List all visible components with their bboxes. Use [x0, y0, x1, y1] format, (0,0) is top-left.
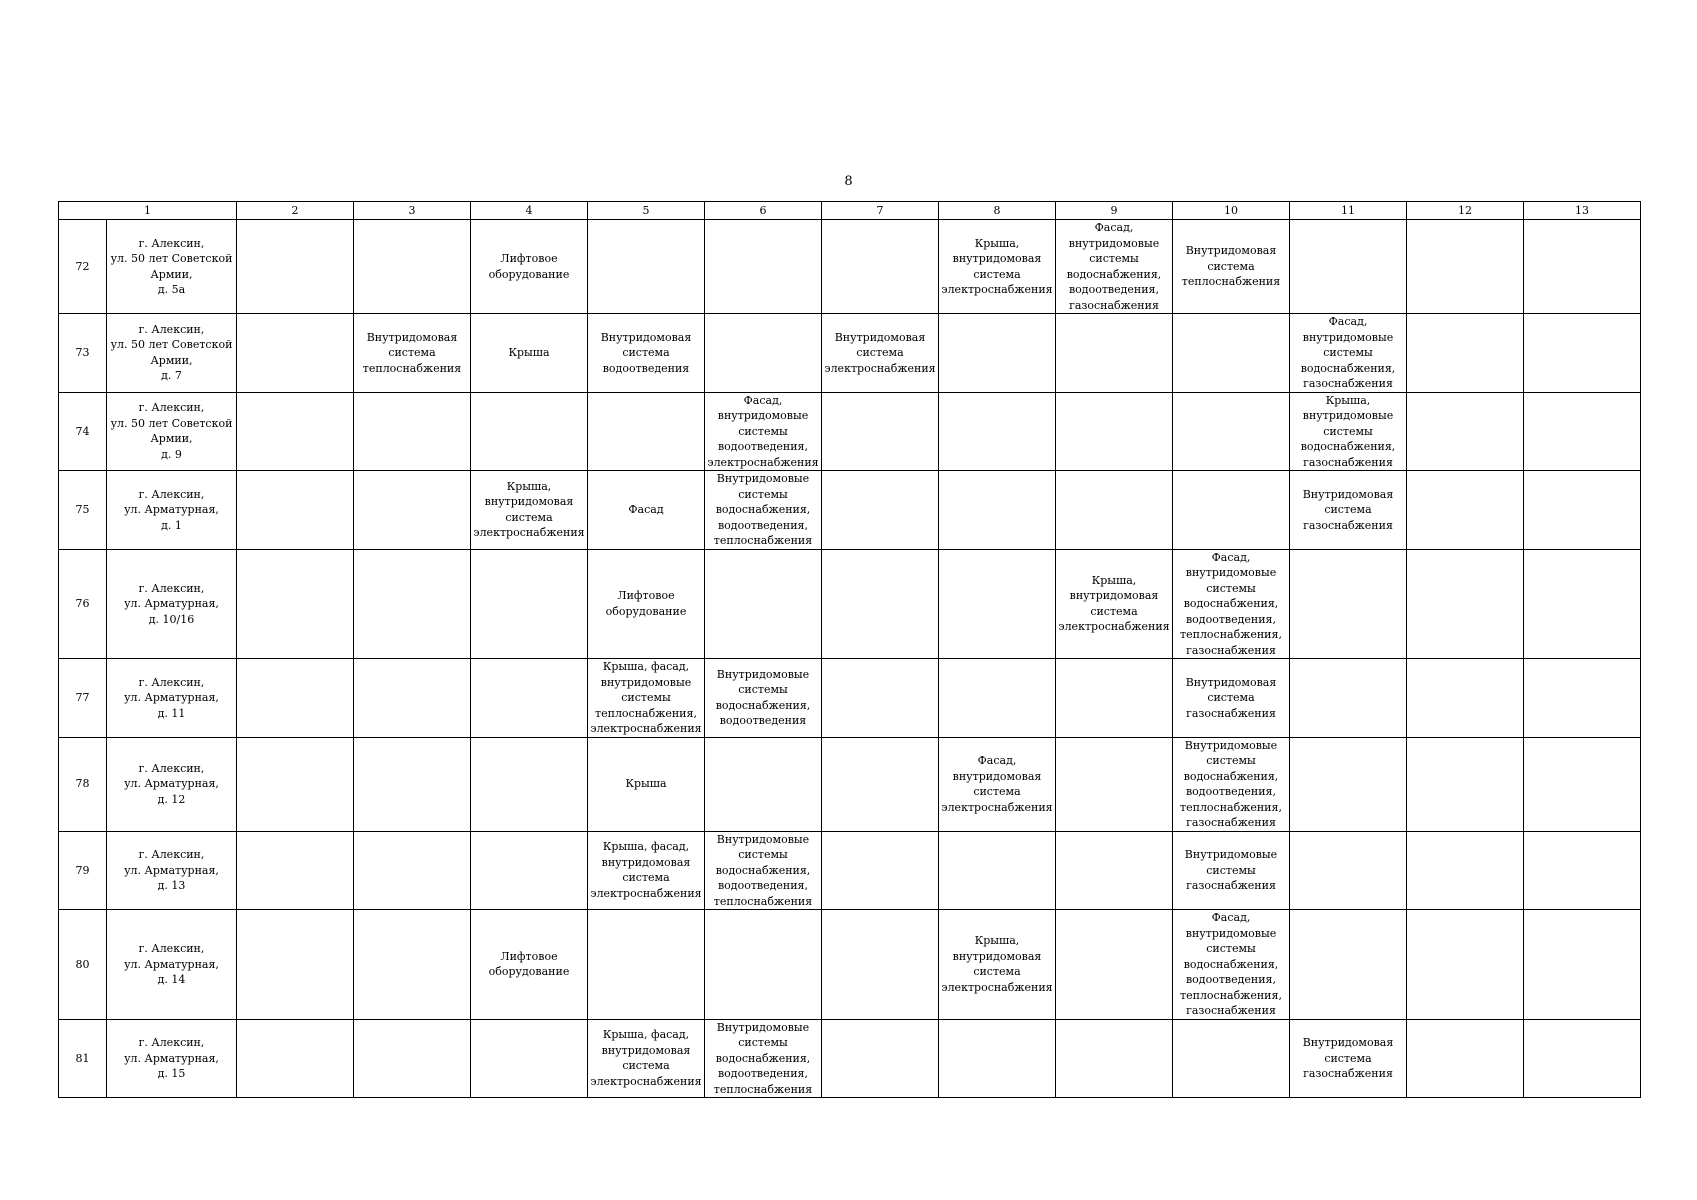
work-type-cell: Фасад, внутридомовые системы водоснабжения, водоотведения, газоснабжения: [1056, 220, 1173, 314]
work-type-cell: Фасад: [588, 471, 705, 550]
work-type-cell: Внутридомовая система газоснабжения: [1290, 1019, 1407, 1098]
address-cell: г. Алексин, ул. Арматурная, д. 12: [107, 737, 237, 831]
address-cell: г. Алексин, ул. Арматурная, д. 1: [107, 471, 237, 550]
work-type-cell: Внутридомовая система водоотведения: [588, 314, 705, 393]
work-type-cell: [1290, 659, 1407, 738]
work-type-cell: [354, 471, 471, 550]
page-number: 8: [844, 174, 853, 189]
work-type-cell: Внутридомовые системы водоснабжения, водоотведения, теплоснабжения, газоснабжения: [1173, 737, 1290, 831]
column-number-header: 11: [1290, 202, 1407, 220]
work-type-cell: [237, 471, 354, 550]
work-type-cell: [939, 471, 1056, 550]
work-type-cell: [1524, 471, 1641, 550]
address-cell: г. Алексин, ул. Арматурная, д. 11: [107, 659, 237, 738]
work-type-cell: [588, 910, 705, 1020]
work-type-cell: Внутридомовые системы газоснабжения: [1173, 831, 1290, 910]
work-type-cell: [1524, 314, 1641, 393]
work-type-cell: [1056, 314, 1173, 393]
work-type-cell: Крыша: [588, 737, 705, 831]
work-type-cell: Крыша, фасад, внутридомовая система электроснабжения: [588, 831, 705, 910]
work-type-cell: Внутридомовая система электроснабжения: [822, 314, 939, 393]
work-type-cell: [822, 659, 939, 738]
work-type-cell: [1524, 910, 1641, 1020]
address-cell: г. Алексин, ул. Арматурная, д. 13: [107, 831, 237, 910]
work-type-cell: [237, 910, 354, 1020]
work-type-cell: [1407, 737, 1524, 831]
work-type-cell: [1407, 314, 1524, 393]
work-type-cell: [1056, 392, 1173, 471]
work-type-cell: [1056, 1019, 1173, 1098]
work-type-cell: Лифтовое оборудование: [588, 549, 705, 659]
work-type-cell: [354, 831, 471, 910]
row-number-cell: 74: [59, 392, 107, 471]
work-type-cell: [1407, 659, 1524, 738]
work-type-cell: [822, 392, 939, 471]
work-type-cell: [1173, 314, 1290, 393]
work-type-cell: Внутридомовые системы водоснабжения, водоотведения: [705, 659, 822, 738]
work-type-cell: [1290, 910, 1407, 1020]
work-type-cell: [822, 737, 939, 831]
work-type-cell: [1173, 471, 1290, 550]
work-type-cell: [1524, 549, 1641, 659]
work-type-cell: [939, 1019, 1056, 1098]
row-number-cell: 79: [59, 831, 107, 910]
work-type-cell: Фасад, внутридомовые системы водоснабжения, водоотведения, теплоснабжения, газоснабжения: [1173, 549, 1290, 659]
work-type-cell: [1407, 831, 1524, 910]
table-row: [59, 737, 1641, 831]
work-type-cell: [1524, 659, 1641, 738]
work-type-cell: Крыша, фасад, внутридомовые системы теплоснабжения, электроснабжения: [588, 659, 705, 738]
work-type-cell: [1524, 831, 1641, 910]
work-type-cell: [822, 910, 939, 1020]
column-number-header: 12: [1407, 202, 1524, 220]
work-type-cell: Фасад, внутридомовые системы водоотведения, электроснабжения: [705, 392, 822, 471]
address-cell: г. Алексин, ул. Арматурная, д. 14: [107, 910, 237, 1020]
column-number-header: 13: [1524, 202, 1641, 220]
work-type-cell: [1290, 737, 1407, 831]
work-type-cell: Внутридомовая система газоснабжения: [1290, 471, 1407, 550]
work-type-cell: [822, 471, 939, 550]
work-type-cell: [1407, 471, 1524, 550]
work-type-cell: [354, 220, 471, 314]
column-number-header: 10: [1173, 202, 1290, 220]
work-type-cell: [237, 659, 354, 738]
work-type-cell: Внутридомовая система теплоснабжения: [1173, 220, 1290, 314]
work-type-cell: [1056, 659, 1173, 738]
work-type-cell: Крыша, внутридомовая система электроснабжения: [939, 910, 1056, 1020]
work-type-cell: [1290, 220, 1407, 314]
work-type-cell: Крыша, внутридомовая система электроснабжения: [471, 471, 588, 550]
work-type-cell: [705, 910, 822, 1020]
work-type-cell: [822, 549, 939, 659]
row-number-cell: 78: [59, 737, 107, 831]
work-type-cell: [939, 831, 1056, 910]
work-type-cell: Лифтовое оборудование: [471, 910, 588, 1020]
work-type-cell: [354, 392, 471, 471]
column-number-header: 3: [354, 202, 471, 220]
work-type-cell: [354, 910, 471, 1020]
work-type-cell: [939, 392, 1056, 471]
row-number-cell: 77: [59, 659, 107, 738]
work-type-cell: Фасад, внутридомовая система электроснабжения: [939, 737, 1056, 831]
work-type-cell: Внутридомовые системы водоснабжения, водоотведения, теплоснабжения: [705, 1019, 822, 1098]
work-type-cell: [822, 1019, 939, 1098]
work-type-cell: [471, 549, 588, 659]
address-cell: г. Алексин, ул. 50 лет Советской Армии, д. 7: [107, 314, 237, 393]
work-type-cell: [354, 1019, 471, 1098]
column-number-header: 6: [705, 202, 822, 220]
work-type-cell: Внутридомовая система газоснабжения: [1173, 659, 1290, 738]
work-type-cell: [237, 831, 354, 910]
work-type-cell: [705, 314, 822, 393]
work-type-cell: [1056, 831, 1173, 910]
work-type-cell: [1407, 220, 1524, 314]
column-number-header: 1: [59, 202, 237, 220]
work-type-cell: [354, 737, 471, 831]
table-row: [59, 314, 1641, 393]
work-type-cell: Крыша, внутридомовая система электроснабжения: [1056, 549, 1173, 659]
work-type-cell: Крыша, фасад, внутридомовая система электроснабжения: [588, 1019, 705, 1098]
work-type-cell: Внутридомовая система теплоснабжения: [354, 314, 471, 393]
address-cell: г. Алексин, ул. Арматурная, д. 15: [107, 1019, 237, 1098]
table-body: [59, 202, 1641, 1098]
row-number-cell: 81: [59, 1019, 107, 1098]
work-type-cell: [939, 314, 1056, 393]
work-type-cell: [1524, 220, 1641, 314]
work-type-cell: Крыша: [471, 314, 588, 393]
column-number-header: 2: [237, 202, 354, 220]
work-type-cell: [939, 549, 1056, 659]
work-type-cell: Фасад, внутридомовые системы водоснабжения, газоснабжения: [1290, 314, 1407, 393]
work-type-cell: [237, 737, 354, 831]
column-number-header: 5: [588, 202, 705, 220]
row-number-cell: 73: [59, 314, 107, 393]
column-number-header: 7: [822, 202, 939, 220]
work-type-cell: [1290, 831, 1407, 910]
table-row: [59, 1019, 1641, 1098]
work-type-cell: [471, 659, 588, 738]
column-number-header: 9: [1056, 202, 1173, 220]
work-type-cell: [1524, 1019, 1641, 1098]
column-number-header: 8: [939, 202, 1056, 220]
row-number-cell: 75: [59, 471, 107, 550]
work-type-cell: [1407, 1019, 1524, 1098]
column-number-header: 4: [471, 202, 588, 220]
row-number-cell: 76: [59, 549, 107, 659]
work-type-cell: [822, 831, 939, 910]
table-row: [59, 831, 1641, 910]
work-type-cell: [354, 659, 471, 738]
column-number-row: [59, 202, 1641, 220]
row-number-cell: 80: [59, 910, 107, 1020]
work-type-cell: Внутридомовые системы водоснабжения, водоотведения, теплоснабжения: [705, 471, 822, 550]
address-cell: г. Алексин, ул. 50 лет Советской Армии, д. 5а: [107, 220, 237, 314]
work-type-cell: [1524, 392, 1641, 471]
table-row: [59, 471, 1641, 550]
work-type-cell: [471, 1019, 588, 1098]
work-type-cell: [1407, 910, 1524, 1020]
table-row: [59, 549, 1641, 659]
work-type-cell: [1173, 1019, 1290, 1098]
work-type-cell: [588, 392, 705, 471]
work-type-cell: [822, 220, 939, 314]
work-type-cell: [1056, 737, 1173, 831]
work-type-cell: [237, 220, 354, 314]
work-type-cell: Лифтовое оборудование: [471, 220, 588, 314]
work-type-cell: [705, 737, 822, 831]
work-type-cell: [1056, 910, 1173, 1020]
work-type-cell: Внутридомовые системы водоснабжения, водоотведения, теплоснабжения: [705, 831, 822, 910]
work-type-cell: [1173, 392, 1290, 471]
work-type-cell: [1290, 549, 1407, 659]
table-row: [59, 659, 1641, 738]
work-type-cell: [705, 220, 822, 314]
work-type-cell: [705, 549, 822, 659]
work-type-cell: [237, 392, 354, 471]
work-type-cell: [354, 549, 471, 659]
work-type-cell: [1407, 549, 1524, 659]
work-type-cell: [1524, 737, 1641, 831]
repair-schedule-table: [58, 201, 1641, 1098]
work-type-cell: [237, 1019, 354, 1098]
table-row: [59, 910, 1641, 1020]
work-type-cell: Крыша, внутридомовая система электроснабжения: [939, 220, 1056, 314]
work-type-cell: [1056, 471, 1173, 550]
row-number-cell: 72: [59, 220, 107, 314]
work-type-cell: [939, 659, 1056, 738]
work-type-cell: [1407, 392, 1524, 471]
work-type-cell: Фасад, внутридомовые системы водоснабжения, водоотведения, теплоснабжения, газоснабжения: [1173, 910, 1290, 1020]
work-type-cell: [237, 314, 354, 393]
work-type-cell: [471, 392, 588, 471]
work-type-cell: [237, 549, 354, 659]
work-type-cell: Крыша, внутридомовые системы водоснабжения, газоснабжения: [1290, 392, 1407, 471]
table-row: [59, 392, 1641, 471]
work-type-cell: [588, 220, 705, 314]
table-row: [59, 220, 1641, 314]
address-cell: г. Алексин, ул. 50 лет Советской Армии, д. 9: [107, 392, 237, 471]
work-type-cell: [471, 737, 588, 831]
address-cell: г. Алексин, ул. Арматурная, д. 10/16: [107, 549, 237, 659]
work-type-cell: [471, 831, 588, 910]
